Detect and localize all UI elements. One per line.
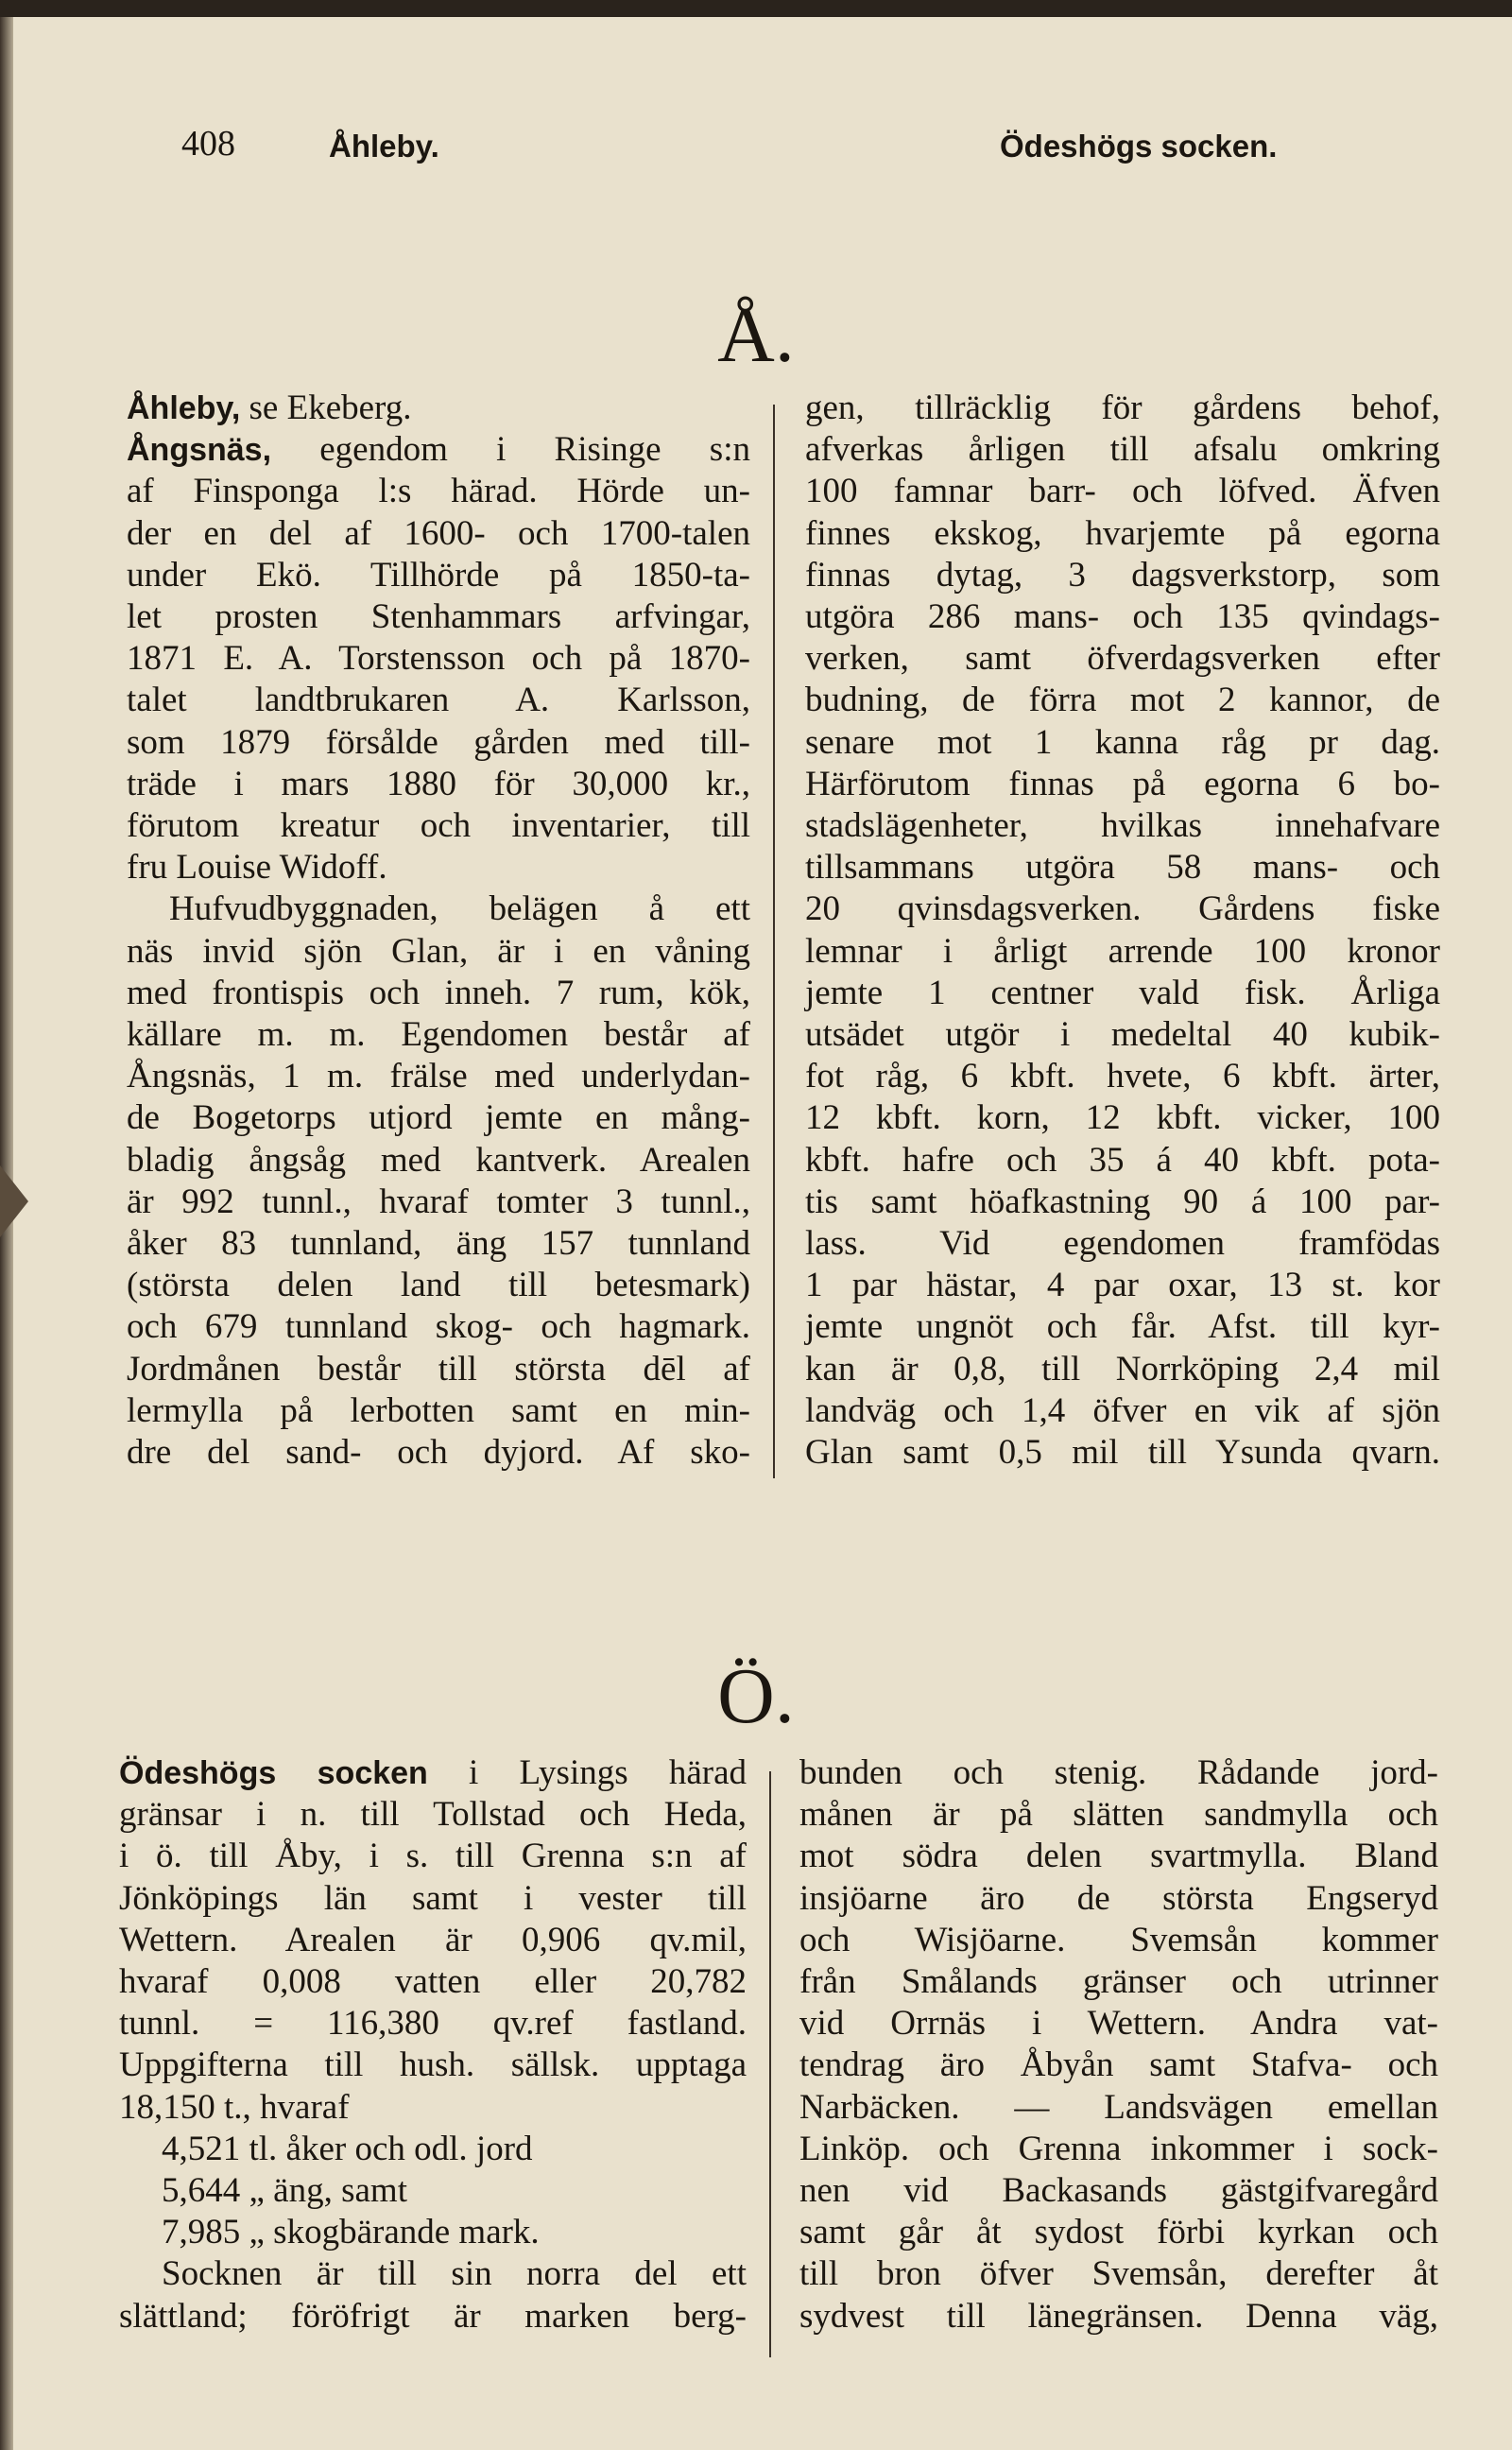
text-line: insjöarne äro de största Engseryd	[799, 1878, 1438, 1918]
page-number: 408	[181, 124, 235, 164]
book-page	[0, 17, 1512, 2450]
text-line: lermylla på lerbotten samt en min-	[127, 1390, 750, 1430]
text-line: i ö. till Åby, i s. till Grenna s:n af	[119, 1837, 747, 1876]
text-line: gen, tillräcklig för gårdens behof,	[805, 388, 1440, 427]
text-line: Hufvudbyggnaden, belägen å ett	[169, 889, 750, 929]
text-line: bunden och stenig. Rådande jord-	[799, 1753, 1438, 1792]
text-line: träde i mars 1880 för 30,000 kr.,	[127, 764, 750, 803]
text-line: tunnl. = 116,380 qv.ref fastland.	[119, 2004, 747, 2044]
text-line: 1871 E. A. Torstensson och på 1870-	[127, 639, 750, 679]
text-line: tillsammans utgöra 58 mans- och	[805, 848, 1440, 888]
text-line: fot råg, 6 kbft. hvete, 6 kbft. ärter,	[805, 1057, 1440, 1096]
text-line: 100 famnar barr- och löfved. Äfven	[805, 472, 1440, 511]
text-line: landväg och 1,4 öfver en vik af sjön	[805, 1390, 1440, 1430]
text-line: Linköp. och Grenna inkommer i sock-	[799, 2129, 1438, 2168]
text-line: verken, samt öfverdagsverken efter	[805, 639, 1440, 679]
text-line: utsädet utgör i medeltal 40 kubik-	[805, 1015, 1440, 1055]
acreage-list-item: 4,521 tl. åker och odl. jord	[162, 2129, 533, 2168]
text-line: nen vid Backasands gästgifvaregård	[799, 2171, 1438, 2211]
text-line: Härförutom finnas på egorna 6 bo-	[805, 764, 1440, 803]
text-line: sydvest till länegränsen. Denna väg,	[799, 2296, 1438, 2336]
section-letter-a: Å.	[717, 291, 795, 379]
text-line: Uppgifterna till hush. sällsk. upptaga	[119, 2045, 747, 2085]
text-line: let prosten Stenhammars arfvingar,	[127, 597, 750, 637]
text-line: källare m. m. Egendomen består af	[127, 1015, 750, 1055]
text-line: under Ekö. Tillhörde på 1850-ta-	[127, 555, 750, 595]
text-line: tis samt höafkastning 90 á 100 par-	[805, 1182, 1440, 1221]
acreage-list-item: 5,644 „ äng, samt	[162, 2171, 407, 2211]
text-line: Ångsnäs, egendom i Risinge s:n	[127, 430, 750, 470]
text-line: och 679 tunnland skog- och hagmark.	[127, 1307, 750, 1347]
text-line: budning, de förra mot 2 kannor, de	[805, 681, 1440, 720]
text-line: dre del sand- och dyjord. Af sko-	[127, 1433, 750, 1473]
text-line: Glan samt 0,5 mil till Ysunda qvarn.	[805, 1433, 1440, 1473]
text-line: tendrag äro Åbyån samt Stafva- och	[799, 2045, 1438, 2085]
text-line: från Smålands gränser och utrinner	[799, 1962, 1438, 2002]
section-a-left-column	[127, 388, 750, 1474]
text-line: vid Orrnäs i Wettern. Andra vat-	[799, 2004, 1438, 2044]
running-head-left: Åhleby.	[329, 129, 439, 164]
text-line: bladig ångsåg med kantverk. Arealen	[127, 1140, 750, 1180]
text-line: kan är 0,8, till Norrköping 2,4 mil	[805, 1349, 1440, 1389]
page-edge-marker	[0, 1165, 28, 1237]
text-line: 18,150 t., hvaraf	[119, 2087, 350, 2127]
text-line: jemte 1 centner vald fisk. Årliga	[805, 973, 1440, 1012]
text-line: Åhleby, se Ekeberg.	[127, 388, 412, 427]
column-rule-o	[769, 1771, 771, 2357]
text-line: samt går åt sydost förbi kyrkan och	[799, 2213, 1438, 2252]
text-line: (största delen land till betesmark)	[127, 1266, 750, 1305]
text-line: Wettern. Arealen är 0,906 qv.mil,	[119, 1920, 747, 1959]
text-line: Ångsnäs, 1 m. frälse med underlydan-	[127, 1057, 750, 1096]
text-line: Jönköpings län samt i vester till	[119, 1878, 747, 1918]
section-o-left-column	[119, 1752, 747, 2338]
text-line: jemte ungnöt och får. Afst. till kyr-	[805, 1307, 1440, 1347]
text-line: förutom kreatur och inventarier, till	[127, 806, 750, 846]
text-line: lass. Vid egendomen framfödas	[805, 1224, 1440, 1264]
text-line: af Finsponga l:s härad. Hörde un-	[127, 472, 750, 511]
running-head-right: Ödeshögs socken.	[1000, 129, 1278, 164]
text-line: mot södra delen svartmylla. Bland	[799, 1837, 1438, 1876]
text-line: åker 83 tunnland, äng 157 tunnland	[127, 1224, 750, 1264]
text-line: kbft. hafre och 35 á 40 kbft. pota-	[805, 1140, 1440, 1180]
text-line: med frontispis och inneh. 7 rum, kök,	[127, 973, 750, 1012]
text-line: 20 qvinsdagsverken. Gårdens fiske	[805, 889, 1440, 929]
section-letter-o: Ö.	[717, 1652, 795, 1740]
section-a-right-column	[805, 388, 1440, 1474]
text-line: gränsar i n. till Tollstad och Heda,	[119, 1795, 747, 1835]
text-line: som 1879 försålde gården med till-	[127, 722, 750, 762]
text-line: och Wisjöarne. Svemsån kommer	[799, 1920, 1438, 1959]
text-line: stadslägenheter, hvilkas innehafvare	[805, 806, 1440, 846]
text-line: talet landtbrukaren A. Karlsson,	[127, 681, 750, 720]
column-rule-a	[773, 405, 775, 1478]
text-line: utgöra 286 mans- och 135 qvindags-	[805, 597, 1440, 637]
text-line: hvaraf 0,008 vatten eller 20,782	[119, 1962, 747, 2002]
entry-headword: Åhleby,	[127, 390, 241, 426]
text-line: der en del af 1600- och 1700-talen	[127, 513, 750, 553]
text-line: Jordmånen består till största dēl af	[127, 1349, 750, 1389]
text-line: 1 par hästar, 4 par oxar, 13 st. kor	[805, 1266, 1440, 1305]
text-line: finnas dytag, 3 dagsverkstorp, som	[805, 555, 1440, 595]
text-line: 12 kbft. korn, 12 kbft. vicker, 100	[805, 1098, 1440, 1138]
text-line: lemnar i årligt arrende 100 kronor	[805, 931, 1440, 971]
text-line: afverkas årligen till afsalu omkring	[805, 430, 1440, 470]
text-line: slättland; föröfrigt är marken berg-	[119, 2296, 747, 2336]
text-line: senare mot 1 kanna råg pr dag.	[805, 722, 1440, 762]
entry-headword: Ångsnäs,	[127, 432, 272, 469]
text-line: finnes ekskog, hvarjemte på egorna	[805, 513, 1440, 553]
text-line: Ödeshögs socken i Lysings härad	[119, 1753, 747, 1792]
text-line: är 992 tunnl., hvaraf tomter 3 tunnl.,	[127, 1182, 750, 1221]
section-o-right-column	[799, 1752, 1438, 2338]
text-line: näs invid sjön Glan, är i en våning	[127, 931, 750, 971]
text-line: Socknen är till sin norra del ett	[162, 2254, 747, 2294]
acreage-list-item: 7,985 „ skogbärande mark.	[162, 2213, 540, 2252]
text-line: månen är på slätten sandmylla och	[799, 1795, 1438, 1835]
text-line: till bron öfver Svemsån, derefter åt	[799, 2254, 1438, 2294]
text-line: de Bogetorps utjord jemte en mång-	[127, 1098, 750, 1138]
text-line: fru Louise Widoff.	[127, 848, 387, 888]
text-line: Narbäcken. — Landsvägen emellan	[799, 2087, 1438, 2127]
entry-headword: Ödeshögs socken	[119, 1755, 428, 1791]
